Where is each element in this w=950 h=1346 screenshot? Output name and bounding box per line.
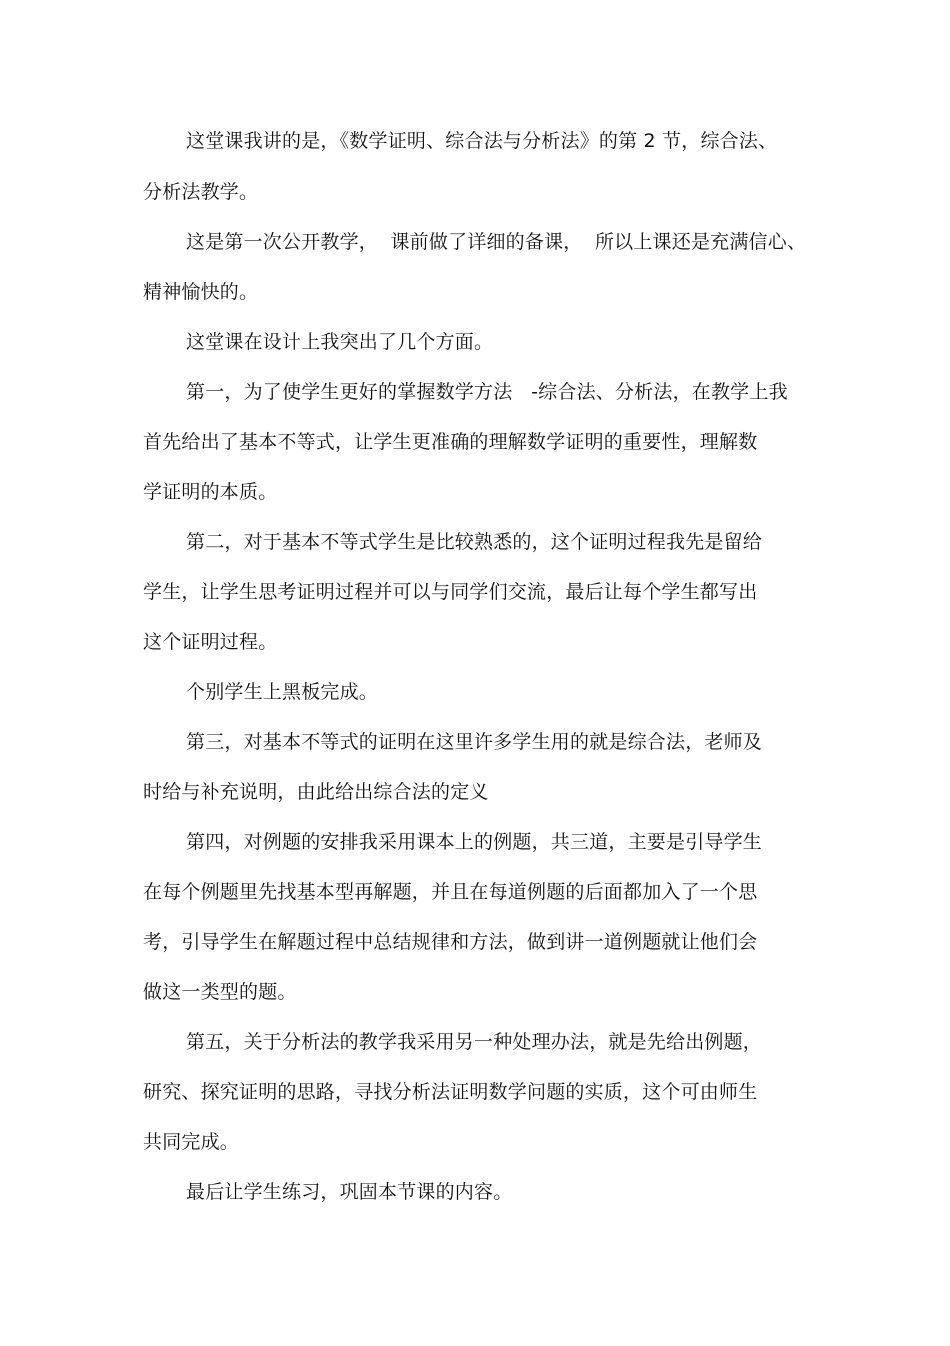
text-line-22: 最后让学生练习，巩固本节课的内容。 bbox=[186, 1181, 513, 1203]
text-line-8: 学证明的本质。 bbox=[143, 481, 278, 503]
text-line-3: 这是第一次公开教学， 课前做了详细的备课， 所以上课还是充满信心、 bbox=[186, 231, 807, 253]
text-line-21: 共同完成。 bbox=[143, 1131, 240, 1153]
text-line-19: 第五，关于分析法的教学我采用另一种处理办法，就是先给出例题， bbox=[186, 1031, 763, 1053]
text-line-20: 研究、探究证明的思路，寻找分析法证明数学问题的实质，这个可由师生 bbox=[143, 1081, 758, 1103]
text-line-12: 个别学生上黑板完成。 bbox=[186, 681, 379, 703]
text-line-14: 时给与补充说明，由此给出综合法的定义 bbox=[143, 781, 489, 803]
text-line-15: 第四，对例题的安排我采用课本上的例题，共三道，主要是引导学生 bbox=[186, 831, 763, 853]
text-line-13: 第三，对基本不等式的证明在这里许多学生用的就是综合法，老师及 bbox=[186, 731, 763, 753]
text-line-6: 第一，为了使学生更好的掌握数学方法 -综合法、分析法，在教学上我 bbox=[186, 381, 788, 403]
text-line-4: 精神愉快的。 bbox=[143, 281, 259, 303]
text-line-5: 这堂课在设计上我突出了几个方面。 bbox=[186, 331, 494, 353]
text-line-18: 做这一类型的题。 bbox=[143, 981, 297, 1003]
text-line-11: 这个证明过程。 bbox=[143, 631, 278, 653]
text-line-17: 考，引导学生在解题过程中总结规律和方法，做到讲一道例题就让他们会 bbox=[143, 931, 758, 953]
text-line-7: 首先给出了基本不等式，让学生更准确的理解数学证明的重要性，理解数 bbox=[143, 431, 758, 453]
text-line-1: 这堂课我讲的是，《数学证明、综合法与分析法》的第 2 节，综合法、 bbox=[186, 130, 778, 152]
text-line-10: 学生，让学生思考证明过程并可以与同学们交流，最后让每个学生都写出 bbox=[143, 581, 758, 603]
text-line-16: 在每个例题里先找基本型再解题，并且在每道例题的后面都加入了一个思 bbox=[143, 881, 758, 903]
text-line-9: 第二，对于基本不等式学生是比较熟悉的，这个证明过程我先是留给 bbox=[186, 531, 763, 553]
text-line-2: 分析法教学。 bbox=[143, 181, 259, 203]
